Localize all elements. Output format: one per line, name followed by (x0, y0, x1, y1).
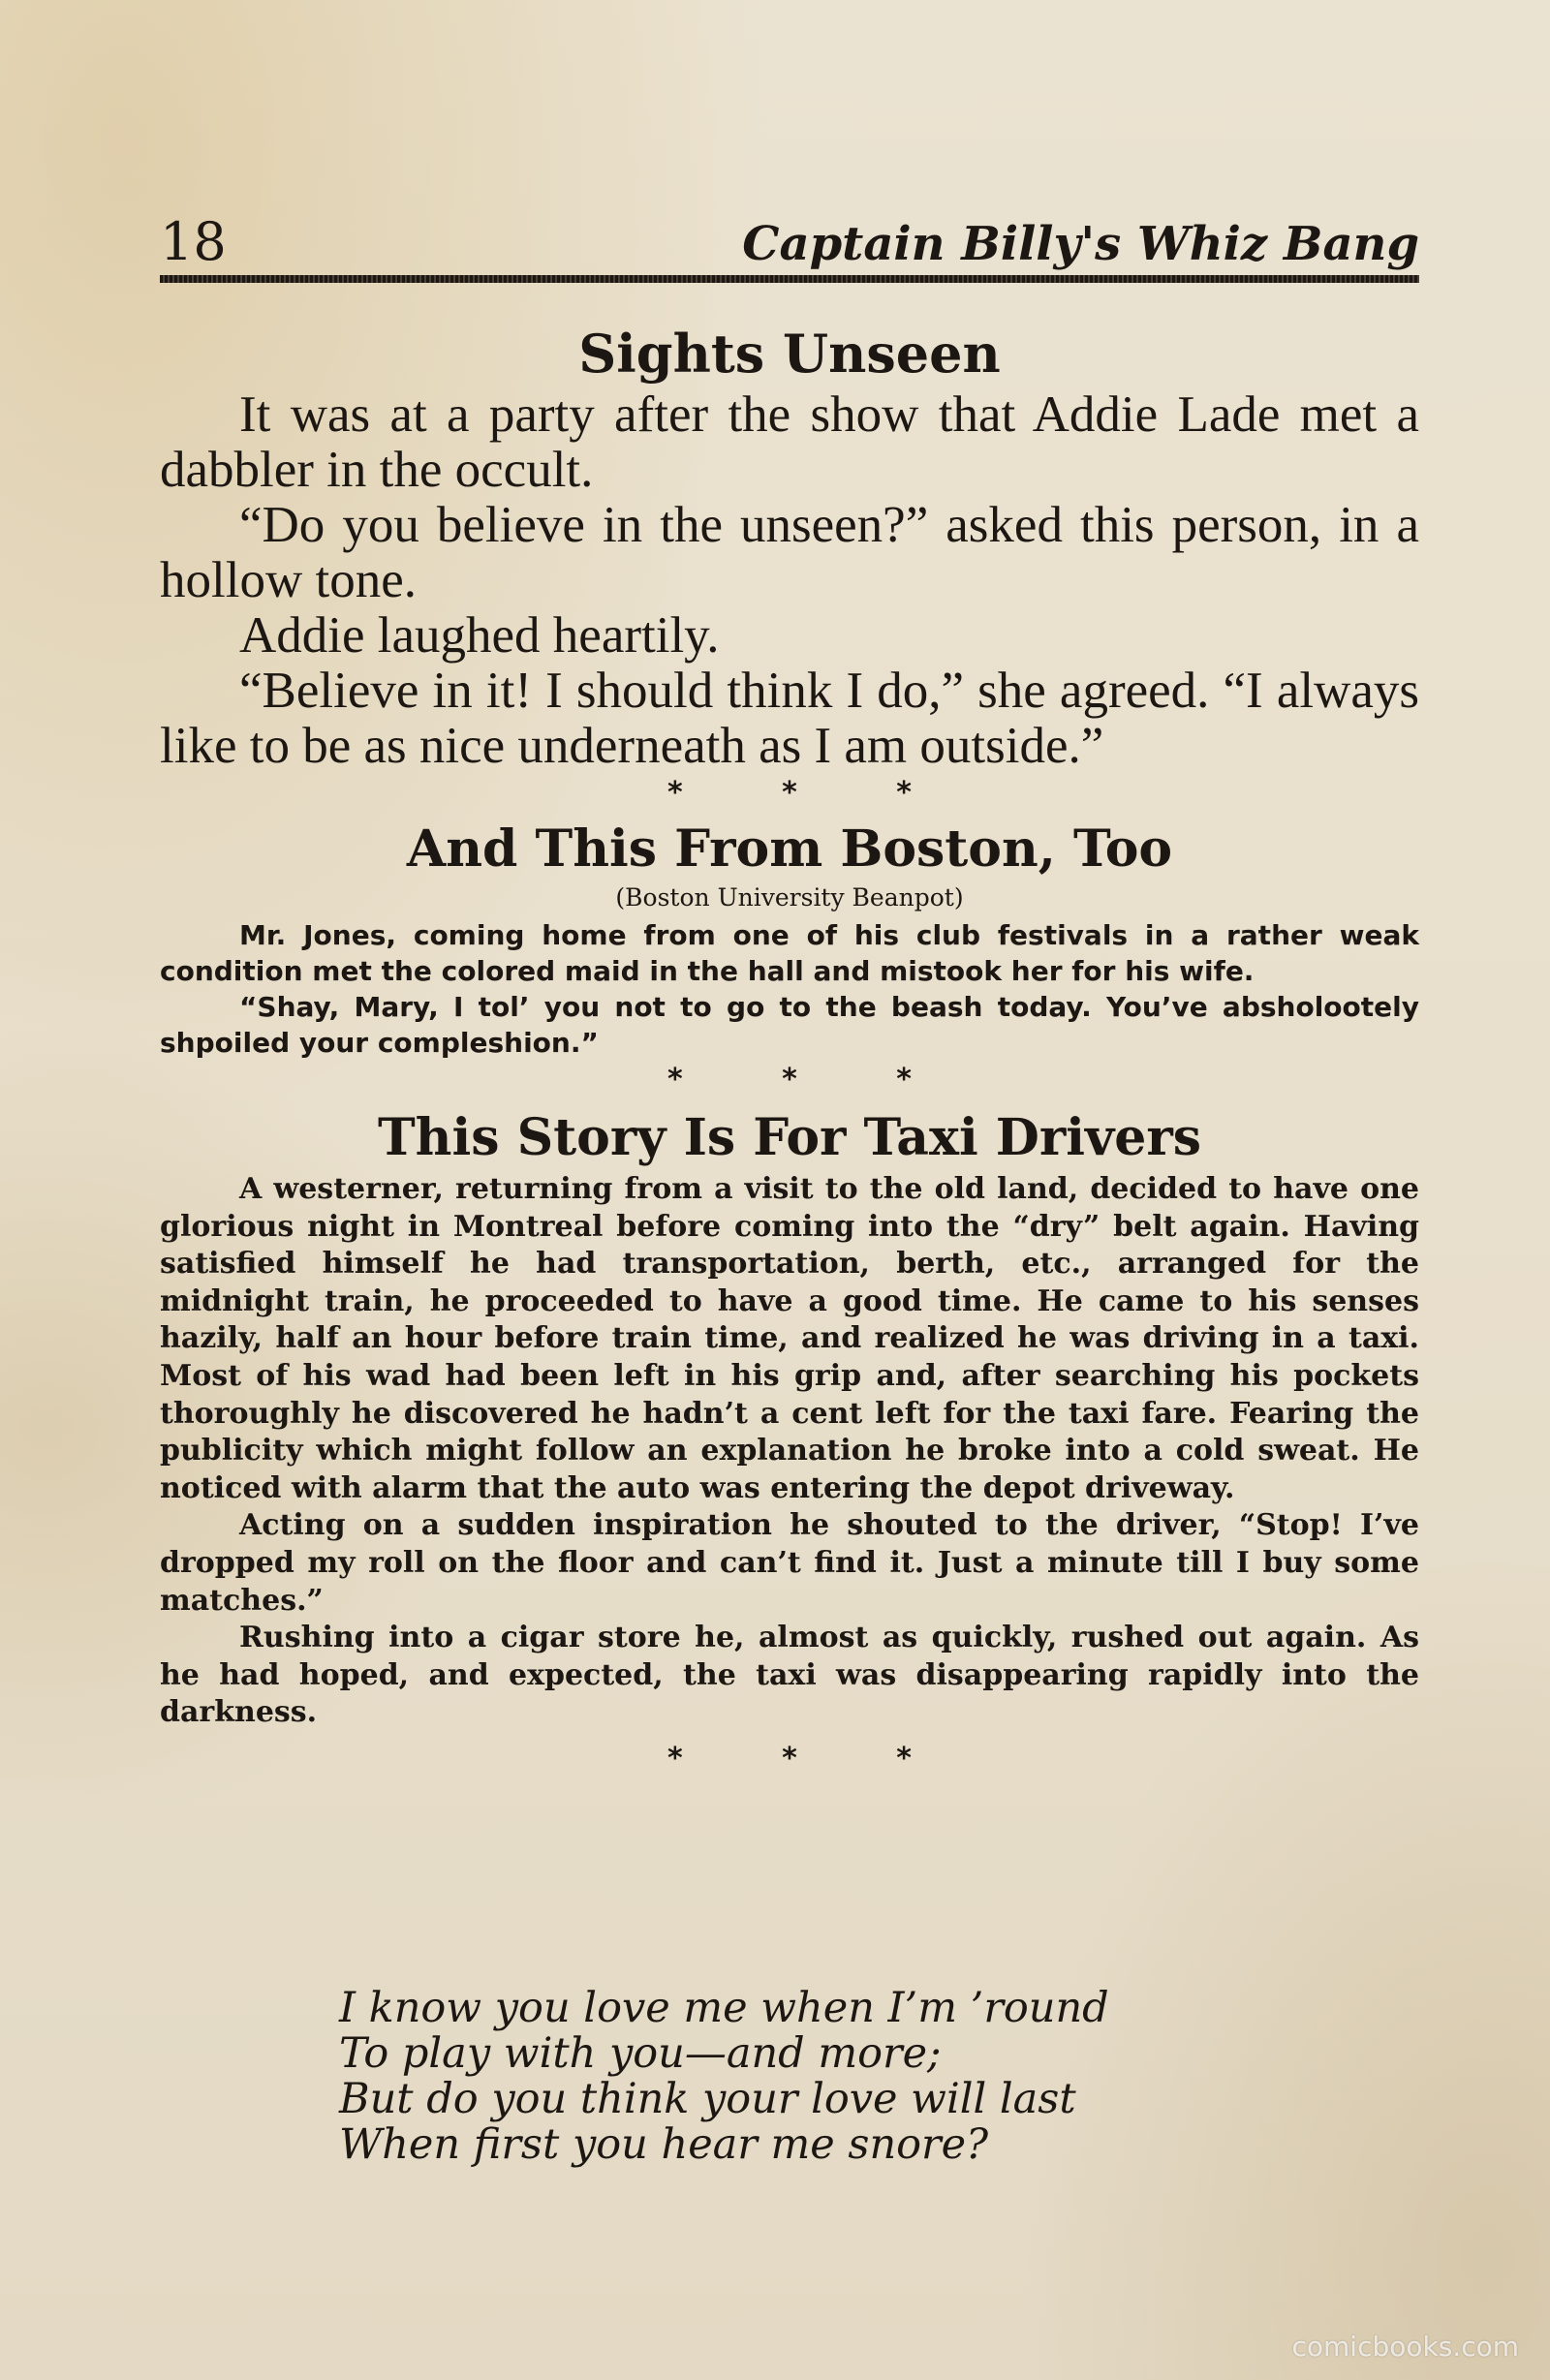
story-paragraph: Addie laughed heartily. (239, 607, 720, 664)
poem-line: But do you think your love will last (339, 2075, 1076, 2123)
story-source: (Boston University Beanpot) (615, 883, 964, 912)
poem-line: To play with you—and more; (339, 2029, 942, 2078)
story-paragraph: Rushing into a cigar store he, almost as quickly, rushed out again. As he had hoped, and expected, the taxi was disappearing rapidly into the darkness. (160, 1621, 1419, 1730)
story-boston (160, 817, 1419, 1061)
story-paragraph: “Do you believe in the unseen?” asked this person, in a hollow tone. (160, 497, 1419, 608)
page-number: 18 (160, 211, 227, 272)
story-title: And This From Boston, Too (406, 819, 1173, 879)
poem-line: I know you love me when I’m ’round (339, 1984, 1109, 2032)
story-sights-unseen (160, 320, 1419, 774)
story-taxi-drivers (160, 1105, 1419, 1732)
story-title: Sights Unseen (578, 323, 1001, 385)
poem-line: When first you hear me snore? (339, 2120, 989, 2169)
running-title: Captain Billy's Whiz Bang (742, 217, 1419, 271)
story-paragraph: Mr. Jones, coming home from one of his club festivals in a rather weak condition met the colored maid in the hall and mistook her for his wife. (160, 919, 1419, 987)
poem (339, 1986, 1308, 2168)
story-body (160, 1171, 1419, 1732)
story-body (160, 387, 1419, 774)
header-rule (160, 275, 1419, 283)
story-paragraph: It was at a party after the show that Addie Lade met a dabbler in the occult. (160, 386, 1419, 498)
story-title: This Story Is For Taxi Drivers (377, 1108, 1202, 1167)
separator-stars: * * * (667, 776, 956, 810)
page-header (160, 213, 1419, 281)
separator-stars: * * * (667, 1063, 956, 1097)
story-paragraph: A westerner, returning from a visit to the old land, decided to have one glorious night in Montreal before coming into the “dry” belt again. Having satisfied himself he had transportation, berth, etc., arranged for the midnight train, he proceeded to have a good time. He came to his senses hazily, half an hour before train time, and realized he was driving in a taxi. Most of his wad had been left in his grip and, after searching his pockets thoroughly he discovered he hadn’t a cent left for the taxi fare. Fearing the publicity which might follow an explanation he broke into a cold sweat. He noticed with alarm that the auto was entering the depot driveway. (160, 1172, 1419, 1505)
story-paragraph: Acting on a sudden inspiration he shouted to the driver, “Stop! I’ve dropped my roll on the floor and can’t find it. Just a minute till I buy some matches.” (160, 1508, 1419, 1618)
page-content (160, 320, 1419, 1778)
story-paragraph: “Shay, Mary, I tol’ you not to go to the beash today. You’ve absholootely shpoiled your compleshion.” (160, 991, 1419, 1059)
story-body (160, 917, 1419, 1061)
story-paragraph: “Believe in it! I should think I do,” she agreed. “I always like to be as nice underneath as I am outside.” (160, 663, 1419, 774)
watermark: comicbooks.com (1291, 2331, 1519, 2363)
separator-stars: * * * (667, 1741, 956, 1776)
